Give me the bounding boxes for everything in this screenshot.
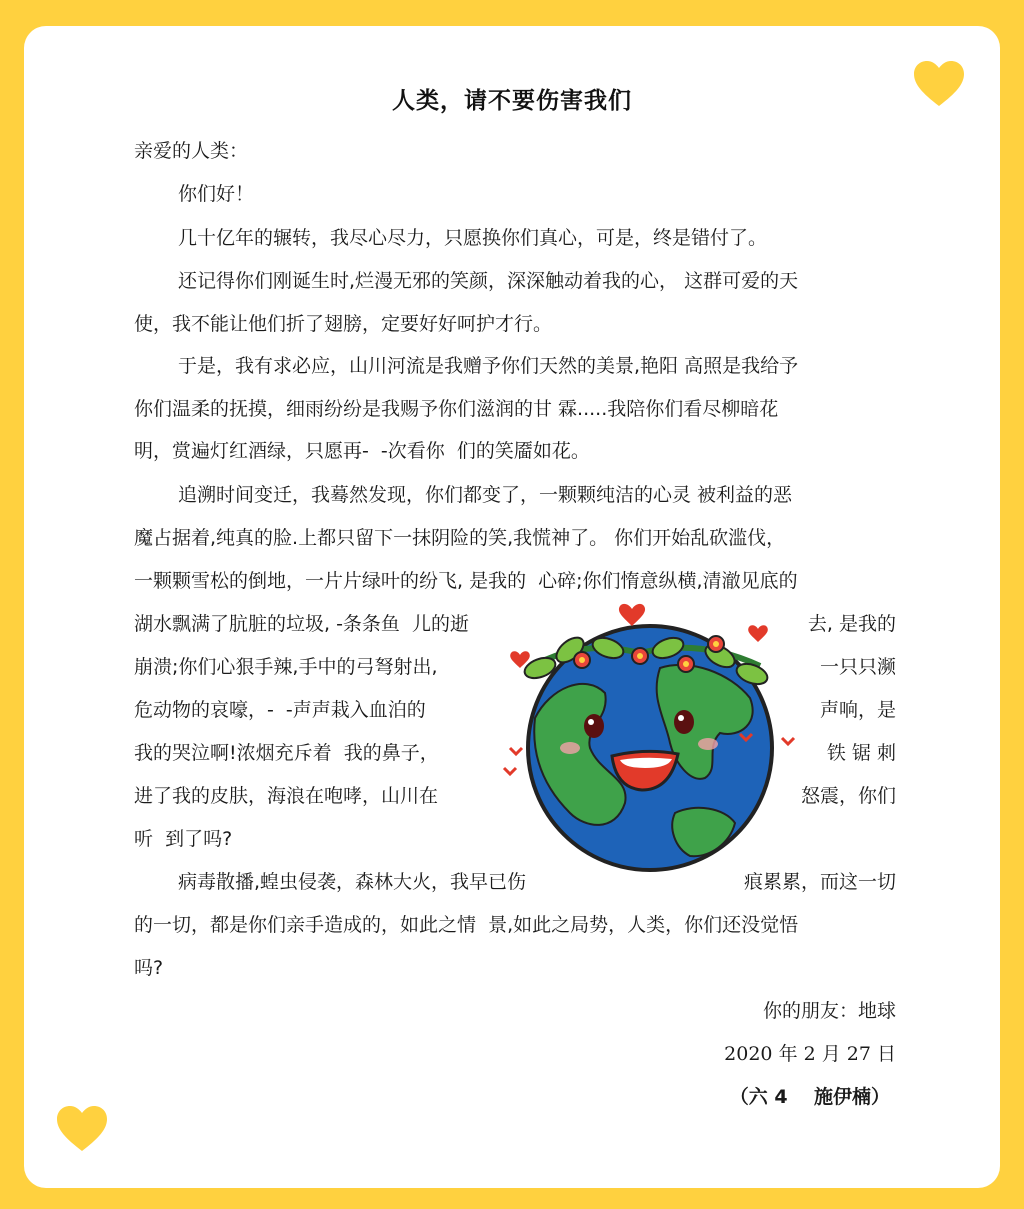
text-line-right: 去, 是我的 [807, 613, 896, 635]
text-line: 使，我不能让他们折了翅膀，定要好好呵护才行。 [134, 313, 553, 335]
text-line-right: 怒震，你们 [800, 785, 896, 807]
heart-icon [55, 1105, 109, 1153]
greeting: 亲爱的人类： [134, 140, 249, 162]
earth-illustration [490, 598, 806, 874]
text-line: 魔占据着,纯真的脸.上都只留下一抹阴险的笑,我慌神了。 你们开始乱砍滥伐， [134, 527, 786, 549]
text-line: 于是，我有求必应，山川河流是我赠予你们天然的美景,艳阳 高照是我给予 [178, 355, 799, 377]
signature-date: 2020 年 2 月 27 日 [724, 1043, 896, 1065]
text-line: 追溯时间变迁，我蓦然发现，你们都变了，一颗颗纯洁的心灵 被利益的恶 [178, 484, 793, 506]
text-line-right: 铁 锯 刺 [826, 742, 896, 764]
signature-friend: 你的朋友：地球 [762, 1000, 896, 1022]
text-line: 病毒散播,蝗虫侵袭，森林大火，我早已伤 [178, 871, 527, 893]
page-title: 人类，请不要伤害我们 [392, 88, 632, 114]
text-line: 一颗颗雪松的倒地，一片片绿叶的纷飞, 是我的 心碎;你们惰意纵横,清澈见底的 [134, 570, 798, 592]
signature-author: （六 4 施伊楠） [729, 1086, 890, 1108]
text-line: 几十亿年的辗转，我尽心尽力，只愿换你们真心，可是，终是错付了。 [178, 227, 768, 249]
text-line: 你们温柔的抚摸，细雨纷纷是我赐予你们滋润的甘 霖.....我陪你们看尽柳暗花 [134, 398, 779, 420]
text-line-right: 声响，是 [819, 699, 896, 721]
text-line-right: 一只只濒 [819, 656, 896, 678]
text-line: 吗? [134, 957, 164, 979]
text-line: 听 到了吗? [134, 828, 233, 850]
text-line: 湖水飘满了肮脏的垃圾, -条条鱼 儿的逝 [134, 613, 470, 635]
text-line: 的一切，都是你们亲手造成的，如此之情 景,如此之局势，人类，你们还没觉悟 [134, 914, 799, 936]
text-line: 危动物的哀嚎，- -声声栽入血泊的 [134, 699, 426, 721]
text-line-right: 痕累累，而这一切 [743, 871, 896, 893]
text-line: 进了我的皮肤，海浪在咆哮，山川在 [134, 785, 439, 807]
text-line: 还记得你们刚诞生时,烂漫无邪的笑颜，深深触动着我的心， 这群可爱的天 [178, 270, 799, 292]
text-line: 明，赏遍灯红酒绿，只愿再- -次看你 们的笑靥如花。 [134, 440, 590, 462]
text-line: 你们好！ [178, 183, 255, 205]
text-line: 崩溃;你们心狠手辣,手中的弓弩射出, [134, 656, 438, 678]
text-line: 我的哭泣啊!浓烟充斥着 我的鼻子， [134, 742, 439, 764]
